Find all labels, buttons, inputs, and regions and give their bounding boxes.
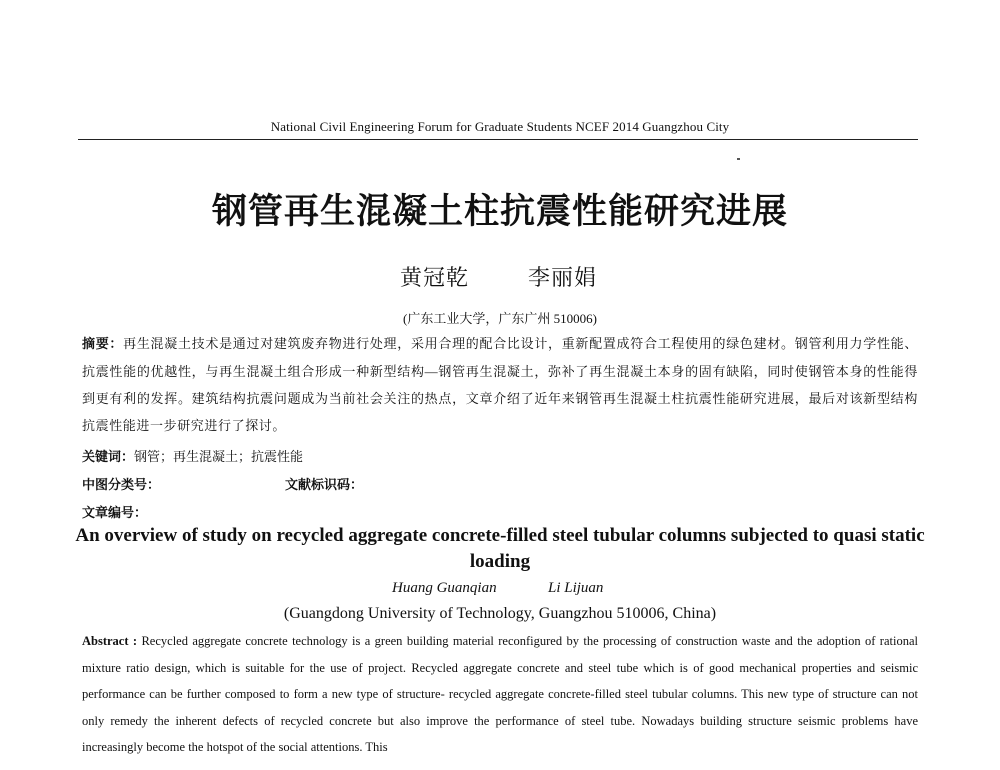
english-abstract-label: Abstract :	[82, 634, 138, 648]
keywords-label: 关键词：	[82, 450, 135, 465]
english-title: An overview of study on recycled aggregate concrete-filled steel tubular columns subjected to quasi static loading	[75, 525, 925, 572]
clc-number-label: 中图分类号：	[82, 478, 161, 493]
chinese-title: 钢管再生混凝土柱抗震性能研究进展	[211, 192, 788, 232]
header-rule	[78, 139, 918, 140]
chinese-author-1: 黄冠乾	[400, 266, 470, 291]
running-header: National Civil Engineering Forum for Graduate Students NCEF 2014 Guangzhou City	[270, 119, 730, 134]
keywords-text: 钢管；再生混凝土；抗震性能	[134, 449, 304, 464]
clc-number-line	[82, 474, 160, 493]
scan-speck	[737, 158, 740, 160]
article-number-line	[82, 502, 147, 521]
chinese-abstract-label: 摘要：	[82, 337, 124, 352]
chinese-author-2: 李丽娟	[528, 266, 598, 291]
english-author-1: Huang Guanqian	[392, 580, 497, 596]
english-abstract	[82, 628, 918, 761]
english-author-2: Li Lijuan	[548, 580, 604, 596]
chinese-affiliation: (广东工业大学，广东广州 510006)	[403, 311, 597, 326]
document-code-line	[285, 474, 363, 493]
chinese-abstract	[82, 330, 918, 439]
document-code-label: 文献标识码：	[285, 478, 364, 493]
chinese-abstract-text: 再生混凝土技术是通过对建筑废弃物进行处理，采用合理的配合比设计，重新配置成符合工程使用的绿色建材。钢管利用力学性能、抗震性能的优越性，与再生混凝土组合形成一种新型结构—钢管再生混凝土，弥补了再生混凝土本身的固有缺陷，同时使钢管本身的性能得到更有利的发挥。建筑结构抗震问题成为当前社会关注的热点，文章介绍了近年来钢管再生混凝土柱抗震性能研究进展，最后对该新型结构抗震性能进一步研究进行了探讨。	[82, 336, 918, 433]
english-affiliation: (Guangdong University of Technology, Guangzhou 510006, China)	[283, 605, 717, 622]
article-number-label: 文章编号：	[82, 506, 148, 521]
english-abstract-text: Recycled aggregate concrete technology is a green building material reconfigured by the processing of construction waste and the adoption of rational mixture ratio design, which is suitable for the use of project. Recycled aggregate concrete and steel tube which is of good mechanical properties and seismic performance can be further composed to form a new type of structure- recycled aggregate concrete-filled steel tubular columns. This new type of structure can not only remedy the inherent defects of recycled concrete but also improve the performance of steel tube. Nowadays building structure seismic problems have increasingly become the hotspot of the social attentions. This	[82, 634, 918, 754]
keywords-line	[82, 446, 303, 465]
